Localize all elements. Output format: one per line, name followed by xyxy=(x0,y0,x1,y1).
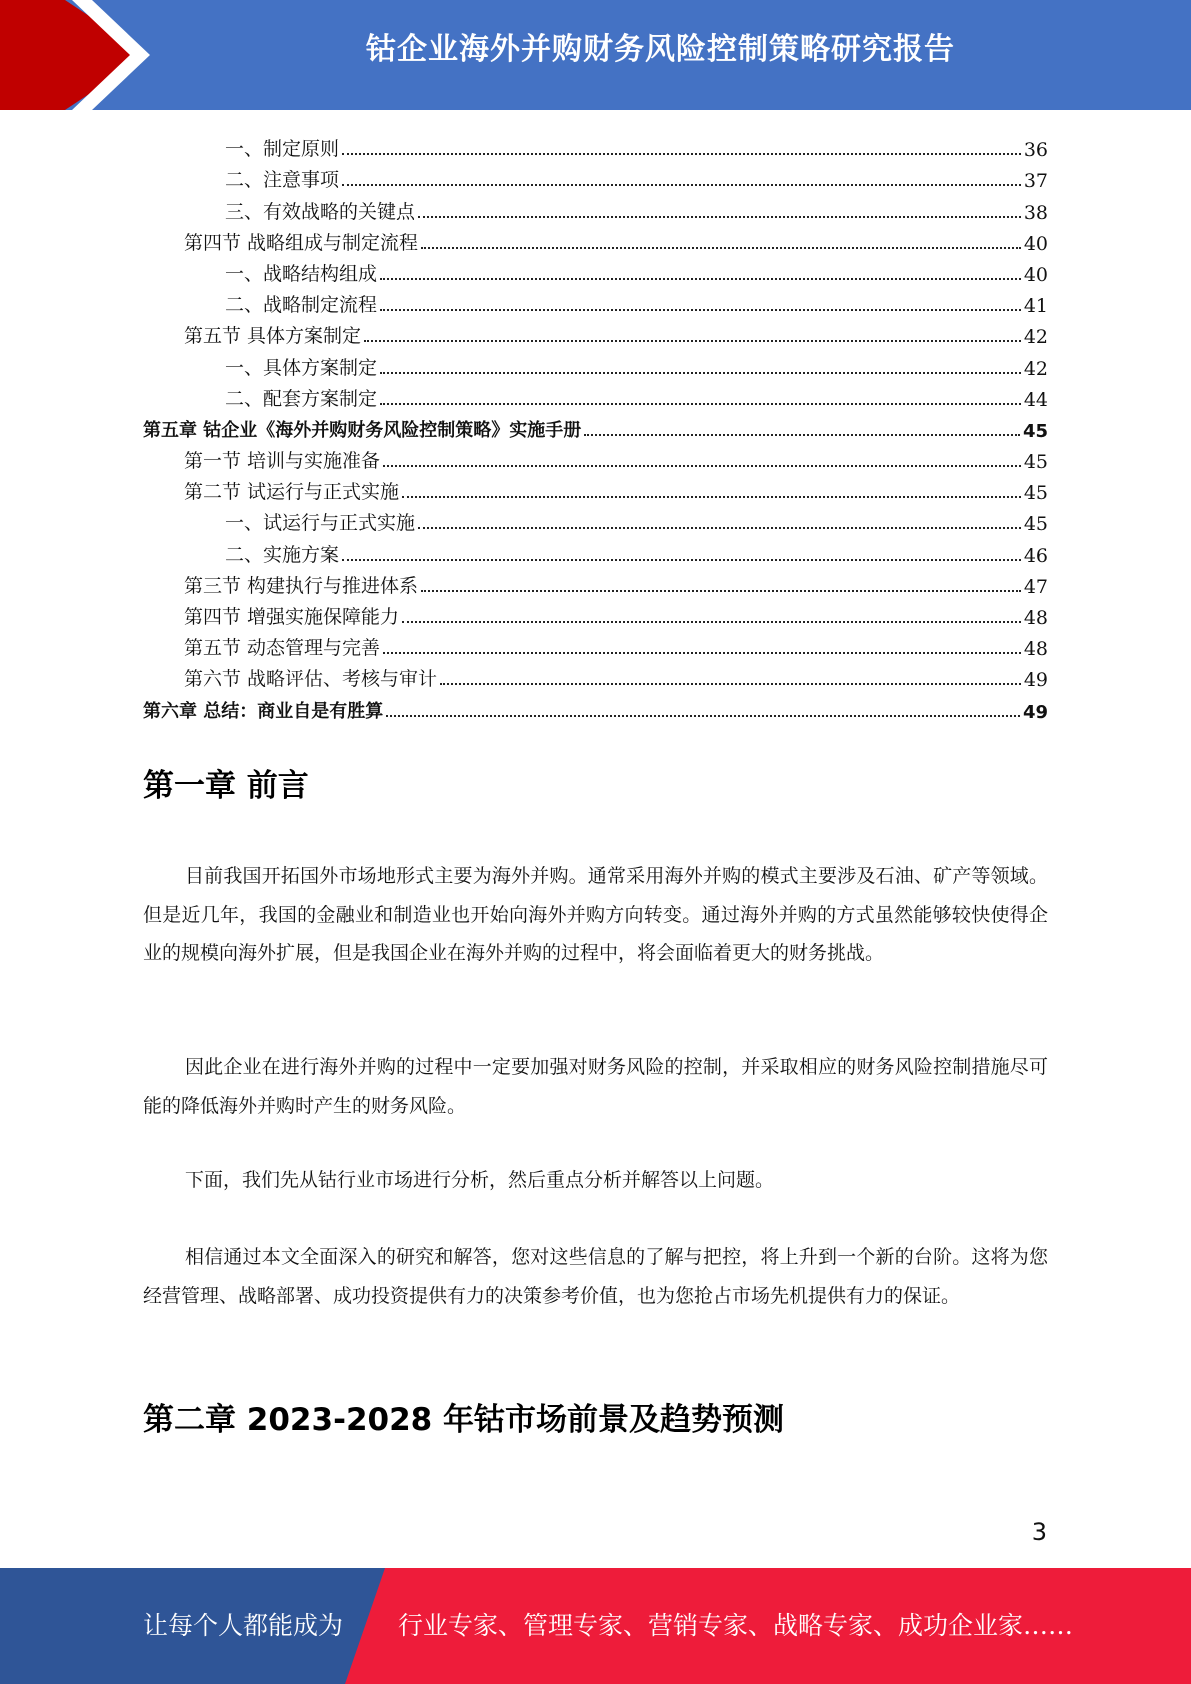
toc-dot-leader xyxy=(421,246,1021,249)
toc-entry-title: 三、有效战略的关键点 xyxy=(225,200,416,223)
toc-dot-leader xyxy=(380,371,1021,374)
toc-entry-page: 47 xyxy=(1023,575,1048,598)
toc-entry-page: 49 xyxy=(1022,701,1048,723)
footer-slogan-left: 让每个人都能成为 xyxy=(143,1611,344,1640)
page-number: 3 xyxy=(1031,1518,1047,1546)
toc-entry-title: 二、实施方案 xyxy=(225,543,340,566)
toc-dot-leader xyxy=(421,589,1021,592)
toc-entry-title: 第二节 试运行与正式实施 xyxy=(184,481,400,504)
toc-dot-leader xyxy=(342,152,1021,155)
toc-entry[interactable] xyxy=(143,380,1048,411)
toc-dot-leader xyxy=(402,620,1021,623)
toc-entry-page: 46 xyxy=(1023,544,1048,567)
table-of-contents xyxy=(143,130,1048,723)
toc-entry-title: 第五节 动态管理与完善 xyxy=(184,637,381,660)
toc-dot-leader xyxy=(418,526,1021,529)
toc-entry[interactable] xyxy=(143,598,1048,629)
toc-dot-leader xyxy=(383,464,1021,467)
toc-entry[interactable] xyxy=(143,442,1048,473)
toc-entry[interactable] xyxy=(143,660,1048,691)
toc-entry-title: 第一节 培训与实施准备 xyxy=(184,450,381,473)
toc-dot-leader xyxy=(440,682,1021,685)
toc-entry[interactable] xyxy=(143,473,1048,504)
toc-entry-title: 第五节 具体方案制定 xyxy=(184,325,362,348)
footer-slogan-right: 行业专家、管理专家、营销专家、战略专家、成功企业家…… xyxy=(398,1611,1074,1640)
toc-entry-title: 二、注意事项 xyxy=(225,169,340,192)
toc-dot-leader xyxy=(386,714,1020,717)
toc-entry-page: 38 xyxy=(1023,201,1048,224)
toc-entry-page: 49 xyxy=(1023,669,1048,692)
toc-entry-page: 42 xyxy=(1023,357,1048,380)
toc-entry[interactable] xyxy=(143,224,1048,255)
toc-entry-title: 一、试运行与正式实施 xyxy=(225,512,416,535)
chapter1-paragraph-1: 目前我国开拓国外市场地形式主要为海外并购。通常采用海外并购的模式主要涉及石油、矿产等领域。但是近几年，我国的金融业和制造业也开始向海外并购方向转变。通过海外并购的方式虽然能够较快使得企业的规模向海外扩展，但是我国企业在海外并购的过程中，将会面临着更大的财务挑战。 xyxy=(143,865,1048,964)
toc-entry[interactable] xyxy=(143,192,1048,223)
chapter2-heading: 第二章 2023-2028 年钴市场前景及趋势预测 xyxy=(143,1402,785,1438)
toc-entry-page: 48 xyxy=(1023,607,1048,629)
toc-entry-page: 41 xyxy=(1023,295,1048,318)
toc-entry-page: 48 xyxy=(1023,638,1048,661)
toc-entry[interactable] xyxy=(143,691,1048,722)
toc-entry-title: 二、战略制定流程 xyxy=(225,294,378,317)
toc-entry-title: 第三节 构建执行与推进体系 xyxy=(184,574,419,597)
toc-entry-page: 37 xyxy=(1023,170,1048,193)
toc-entry-page: 45 xyxy=(1023,513,1048,536)
chapter1-paragraph-2: 因此企业在进行海外并购的过程中一定要加强对财务风险的控制，并采取相应的财务风险控制措施尽可能的降低海外并购时产生的财务风险。 xyxy=(143,1056,1048,1117)
toc-dot-leader xyxy=(364,339,1021,342)
toc-dot-leader xyxy=(383,651,1021,654)
toc-entry-title: 二、配套方案制定 xyxy=(225,387,378,410)
toc-dot-leader xyxy=(380,402,1021,405)
toc-dot-leader xyxy=(584,433,1020,436)
toc-entry[interactable] xyxy=(143,161,1048,192)
toc-entry-page: 36 xyxy=(1023,139,1048,162)
toc-dot-leader xyxy=(380,277,1021,280)
toc-entry[interactable] xyxy=(143,130,1048,161)
toc-entry-page: 40 xyxy=(1023,263,1048,286)
toc-entry[interactable] xyxy=(143,504,1048,535)
chapter1-paragraph-3: 下面，我们先从钴行业市场进行分析，然后重点分析并解答以上问题。 xyxy=(185,1169,775,1191)
toc-entry-title: 一、战略结构组成 xyxy=(225,262,378,285)
toc-dot-leader xyxy=(342,558,1021,561)
toc-entry-page: 40 xyxy=(1023,232,1048,255)
page-header xyxy=(0,0,1191,110)
toc-entry-page: 42 xyxy=(1023,326,1048,349)
toc-dot-leader xyxy=(342,183,1021,186)
toc-entry-title: 一、制定原则 xyxy=(225,138,340,161)
chapter1-heading: 第一章 前言 xyxy=(143,768,309,804)
toc-dot-leader xyxy=(402,495,1021,498)
toc-entry[interactable] xyxy=(143,629,1048,660)
toc-entry[interactable] xyxy=(143,535,1048,566)
header-title: 钴企业海外并购财务风险控制策略研究报告 xyxy=(366,32,955,67)
toc-entry-title: 第四节 战略组成与制定流程 xyxy=(184,231,419,254)
toc-entry-title: 一、具体方案制定 xyxy=(225,356,378,379)
toc-entry-title: 第五章 钴企业《海外并购财务风险控制策略》实施手册 xyxy=(143,419,582,441)
toc-entry[interactable] xyxy=(143,317,1048,348)
toc-dot-leader xyxy=(418,215,1021,218)
chapter1-paragraph-4: 相信通过本文全面深入的研究和解答，您对这些信息的了解与把控，将上升到一个新的台阶。这将为您经营管理、战略部署、成功投资提供有力的决策参考价值，也为您抢占市场先机提供有力的保证。 xyxy=(143,1246,1048,1307)
toc-dot-leader xyxy=(380,308,1021,311)
toc-entry[interactable] xyxy=(143,286,1048,317)
toc-entry-title: 第六章 总结：商业自是有胜算 xyxy=(143,700,384,722)
toc-entry-page: 45 xyxy=(1023,482,1048,505)
toc-entry-page: 45 xyxy=(1022,420,1048,442)
toc-entry-page: 44 xyxy=(1023,388,1048,411)
toc-entry-title: 第四节 增强实施保障能力 xyxy=(184,606,400,628)
toc-entry-page: 45 xyxy=(1023,451,1048,474)
toc-entry[interactable] xyxy=(143,411,1048,442)
toc-entry[interactable] xyxy=(143,255,1048,286)
toc-entry[interactable] xyxy=(143,348,1048,379)
page-footer xyxy=(0,1568,1191,1684)
toc-entry[interactable] xyxy=(143,567,1048,598)
toc-entry-title: 第六节 战略评估、考核与审计 xyxy=(184,668,438,691)
